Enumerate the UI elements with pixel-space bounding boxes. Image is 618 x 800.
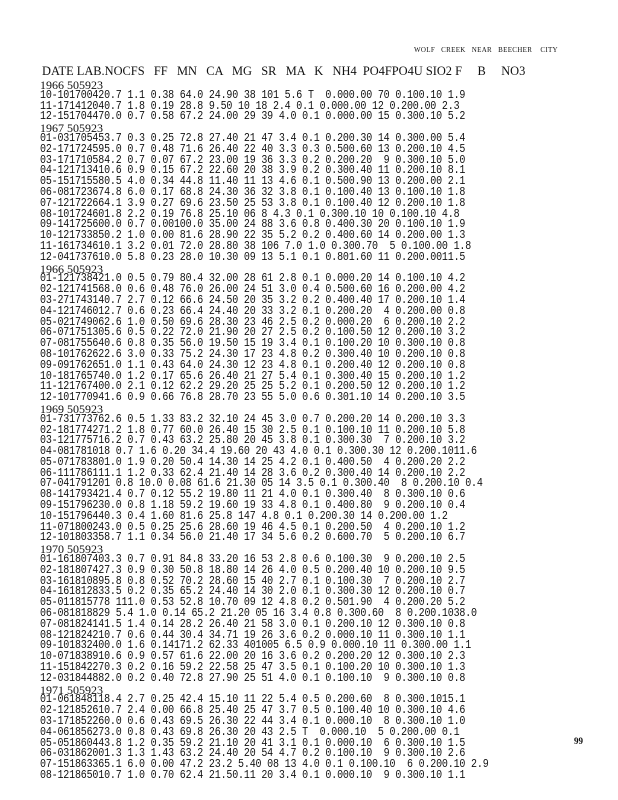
table-row: 05-051860443.8 1.2 0.35 59.2 21.10 20 41 3.1 0.1 0.000.10 6 0.300.10 1.5 [40,736,466,750]
table-row: 10-101700420.7 1.1 0.38 64.0 24.90 38 101 5.6 T 0.000.00 70 0.100.10 1.9 [40,88,466,102]
table-row: 07-151863365.1 6.0 0.00 47.2 23.2 5.40 08 13 4.0 0.1 0.100.10 6 0.200.10 2.9 [40,758,489,772]
table-row: 11-071800243.0 0.5 0.25 25.6 28.60 19 46 4.5 0.1 0.200.50 4 0.200.10 1.2 [40,520,466,534]
table-row: 10-181765740.0 1.2 0.17 65.6 26.40 21 27 5.4 0.1 0.300.40 15 0.200.10 1.2 [40,369,466,383]
table-row: 09-091762651.0 1.1 0.43 64.0 24.30 12 23 4.8 0.1 0.200.40 12 0.200.10 0.8 [40,358,466,372]
table-row: 12-101770941.6 0.9 0.66 76.8 28.70 23 55 5.0 0.6 0.301.10 14 0.200.10 3.5 [40,391,466,405]
table-row: 06-111786111.1 1.2 0.33 62.4 21.40 14 28 3.6 0.2 0.300.40 14 0.200.10 2.2 [40,466,466,480]
table-row: 07-081824141.5 1.4 0.14 28.2 26.40 21 58 3.0 0.1 0.200.10 12 0.300.10 0.8 [40,617,466,631]
table-row: 07-041791201 0.8 10.0 0.08 61.6 21.30 05 14 3.5 0.1 0.300.40 8 0.200.10 0.4 [40,477,483,491]
year-station-label: 1971 505923 [40,682,103,697]
table-row: 10-071838910.6 0.9 0.57 61.6 22.00 20 16 3.6 0.2 0.200.20 12 0.300.10 2.3 [40,650,466,664]
table-row: 05-071783801.0 1.9 0.20 50.4 14.30 14 25 4.2 0.1 0.400.50 4 0.200.20 2.2 [40,455,466,469]
table-row: 03-171852260.0 0.6 0.43 69.5 26.30 22 44 3.4 0.1 0.000.10 8 0.300.10 1.0 [40,715,466,729]
table-row: 06-071751305.6 0.5 0.22 72.0 21.90 20 27 2.5 0.2 0.100.50 12 0.200.10 3.2 [40,326,466,340]
table-row: 05-151715580.5 4.0 0.34 44.8 11.40 11 13 4.6 0.1 0.500.90 13 0.200.00 2.1 [40,175,466,189]
table-row: 01-061848118.4 2.7 0.25 42.4 15.10 11 22 5.4 0.5 0.200.60 8 0.300.1015.1 [40,693,466,707]
table-row: 04-061856273.0 0.8 0.43 69.8 26.30 20 43 2.5 T 0.000.10 5 0.200.00 0.1 [40,725,460,739]
table-row: 02-121852610.7 2.4 0.00 66.8 25.40 25 47 3.7 0.5 0.100.40 10 0.300.10 4.6 [40,704,466,718]
table-row: 11-161734610.1 3.2 0.01 72.0 28.80 38 106 7.0 1.0 0.300.70 5 0.100.00 1.8 [40,239,472,253]
page-number: 99 [574,736,583,746]
year-station-label: 1966 505923 [40,78,103,92]
year-station-label: 1970 505923 [40,542,103,557]
table-row: 02-121741568.0 0.6 0.48 76.0 26.00 24 51 3.0 0.4 0.500.60 16 0.200.00 4.2 [40,283,466,297]
table-row: 09-101832400.0 1.6 0.14171.2 62.33 401005 6.5 0.9 0.000.10 11 0.300.00 1.1 [40,639,472,653]
table-row: 06-031862001.3 1.3 1.43 63.2 24.40 20 54 4.7 0.2 0.100.10 9 0.300.10 2.6 [40,747,466,761]
table-row: 01-161807403.3 0.7 0.91 84.8 33.20 16 53 2.8 0.6 0.100.30 9 0.200.10 2.5 [40,553,466,567]
column-header: DATE LAB.NOCFS FF MN CA MG SR MA K NH4 PO4FPO4U SIO2 F B NO3 [42,64,526,78]
table-row: 11-171412040.7 1.8 0.19 28.8 9.50 10 18 2.4 0.1 0.000.00 12 0.200.00 2.3 [40,99,460,113]
table-row: 11-151842270.3 0.2 0.16 59.2 22.58 25 47 3.5 0.1 0.100.20 10 0.300.10 1.3 [40,661,466,675]
table-row: 04-121713410.6 0.9 0.15 67.2 22.60 20 38 3.9 0.2 0.300.40 11 0.200.10 8.1 [40,164,466,178]
table-row: 09-151796230.0 0.8 1.18 59.2 19.60 19 33 4.8 0.1 0.400.80 9 0.200.10 0.4 [40,499,466,513]
table-row: 11-121767400.0 2.1 0.12 62.2 29.20 25 25 5.2 0.1 0.200.50 12 0.200.10 1.2 [40,380,466,394]
table-row: 12-101803358.7 1.1 0.34 56.0 21.40 17 34 5.6 0.2 0.600.70 5 0.200.10 6.7 [40,531,466,545]
year-station-label: 1969 505923 [40,401,103,416]
table-row: 10-121733850.2 1.0 0.00 81.6 28.90 22 35 5.2 0.2 0.400.60 14 0.200.00 1.3 [40,229,466,243]
table-row: 04-161812833.5 0.2 0.35 65.2 24.40 14 30 2.0 0.1 0.300.30 12 0.200.10 0.7 [40,585,466,599]
table-row: 06-081818829 5.4 1.0 0.14 65.2 21.20 05 16 3.4 0.8 0.300.60 8 0.200.1038.0 [40,607,477,621]
station-header: WOLF CREEK NEAR BEECHER CITY [414,46,558,54]
table-row: 08-141793421.4 0.7 0.12 55.2 19.80 11 21 4.0 0.1 0.300.40 8 0.300.10 0.6 [40,488,466,502]
year-station-label: 1967 505923 [40,121,103,136]
table-row: 02-181774271.2 1.8 0.77 60.0 26.40 15 30 2.5 0.1 0.100.10 11 0.200.10 5.8 [40,423,466,437]
table-row: 12-031844882.0 0.2 0.40 72.8 27.90 25 51 4.0 0.1 0.100.10 9 0.300.10 0.8 [40,671,466,685]
table-row: 03-171710584.2 0.7 0.07 67.2 23.00 19 36 3.3 0.2 0.200.20 9 0.300.10 5.0 [40,153,466,167]
table-row: 01-121738421.0 0.5 0.79 80.4 32.00 28 61 2.8 0.1 0.000.20 14 0.100.10 4.2 [40,272,466,286]
data-table [40,80,605,782]
table-row: 07-121722664.1 3.9 0.27 69.6 23.50 25 53 3.8 0.1 0.100.40 12 0.200.10 1.8 [40,196,466,210]
table-row: 02-181807427.3 0.9 0.30 50.8 18.80 14 26 4.0 0.5 0.200.40 10 0.200.10 9.5 [40,563,466,577]
table-row: 01-731773762.6 0.5 1.33 83.2 32.10 24 45 3.0 0.7 0.200.20 14 0.200.10 3.3 [40,412,466,426]
table-row: 05-011815778 111.0 0.53 52.8 10.70 09 12 4.8 0.2 0.501.90 4 0.200.20 5.2 [40,596,466,610]
table-row: 04-081781018 0.7 1.6 0.20 34.4 19.60 20 43 4.0 0.1 0.300.30 12 0.200.1011.6 [40,445,477,459]
table-row: 09-141725600.0 0.7 0.00100.0 35.00 24 88 3.6 0.8 0.400.30 20 0.100.10 1.9 [40,218,466,232]
table-row: 06-081723674.8 6.0 0.17 68.8 24.30 36 32 3.8 0.1 0.100.40 13 0.100.10 1.8 [40,185,466,199]
table-row: 01-031705453.7 0.3 0.25 72.8 27.40 21 47 3.4 0.1 0.200.30 14 0.300.00 5.4 [40,131,466,145]
table-row: 08-121824210.7 0.6 0.44 30.4 34.71 19 26 3.6 0.2 0.000.10 11 0.300.10 1.1 [40,628,466,642]
table-row: 07-081755640.6 0.8 0.35 56.0 19.50 15 19 3.4 0.1 0.100.20 10 0.300.10 0.8 [40,337,466,351]
table-row: 12-151704470.0 0.7 0.58 67.2 24.00 29 39 4.0 0.1 0.000.00 15 0.300.10 5.2 [40,110,466,124]
table-row: 03-161810895.8 0.8 0.52 70.2 28.60 15 40 2.7 0.1 0.100.30 7 0.200.10 2.7 [40,574,466,588]
table-row: 08-101724601.8 2.2 0.19 76.8 25.10 06 8 4.3 0.1 0.300.10 10 0.100.10 4.8 [40,207,460,221]
table-row: 02-171724595.0 0.7 0.48 71.6 26.40 22 40 3.3 0.3 0.500.60 13 0.200.10 4.5 [40,142,466,156]
table-row: 12-041737610.0 5.8 0.23 28.0 10.30 09 13 5.1 0.1 0.801.60 11 0.200.0011.5 [40,250,466,264]
year-station-label: 1966 505923 [40,261,103,276]
table-row: 10-151796440.3 0.4 1.60 81.6 25.8 147 4.8 0.1 0.200.30 14 0.200.00 1.2 [40,509,448,523]
table-row: 03-121775716.2 0.7 0.43 63.2 25.80 20 45 3.8 0.1 0.300.30 7 0.200.10 3.2 [40,434,466,448]
table-row: 08-101762622.6 3.0 0.33 75.2 24.30 17 23 4.8 0.2 0.300.40 10 0.200.10 0.8 [40,347,466,361]
table-row: 05-021749062.6 1.0 0.50 69.6 28.30 23 46 2.5 0.2 0.000.20 6 0.200.10 2.2 [40,315,466,329]
table-row: 04-121746012.7 0.6 0.23 66.4 24.40 20 33 3.2 0.1 0.200.20 4 0.200.00 0.8 [40,304,466,318]
table-row: 08-121865010.7 1.0 0.70 62.4 21.50.11 20 3.4 0.1 0.000.10 9 0.300.10 1.1 [40,769,466,782]
table-row: 03-271743140.7 2.7 0.12 66.6 24.50 20 35 3.2 0.2 0.400.40 17 0.200.10 1.4 [40,293,466,307]
